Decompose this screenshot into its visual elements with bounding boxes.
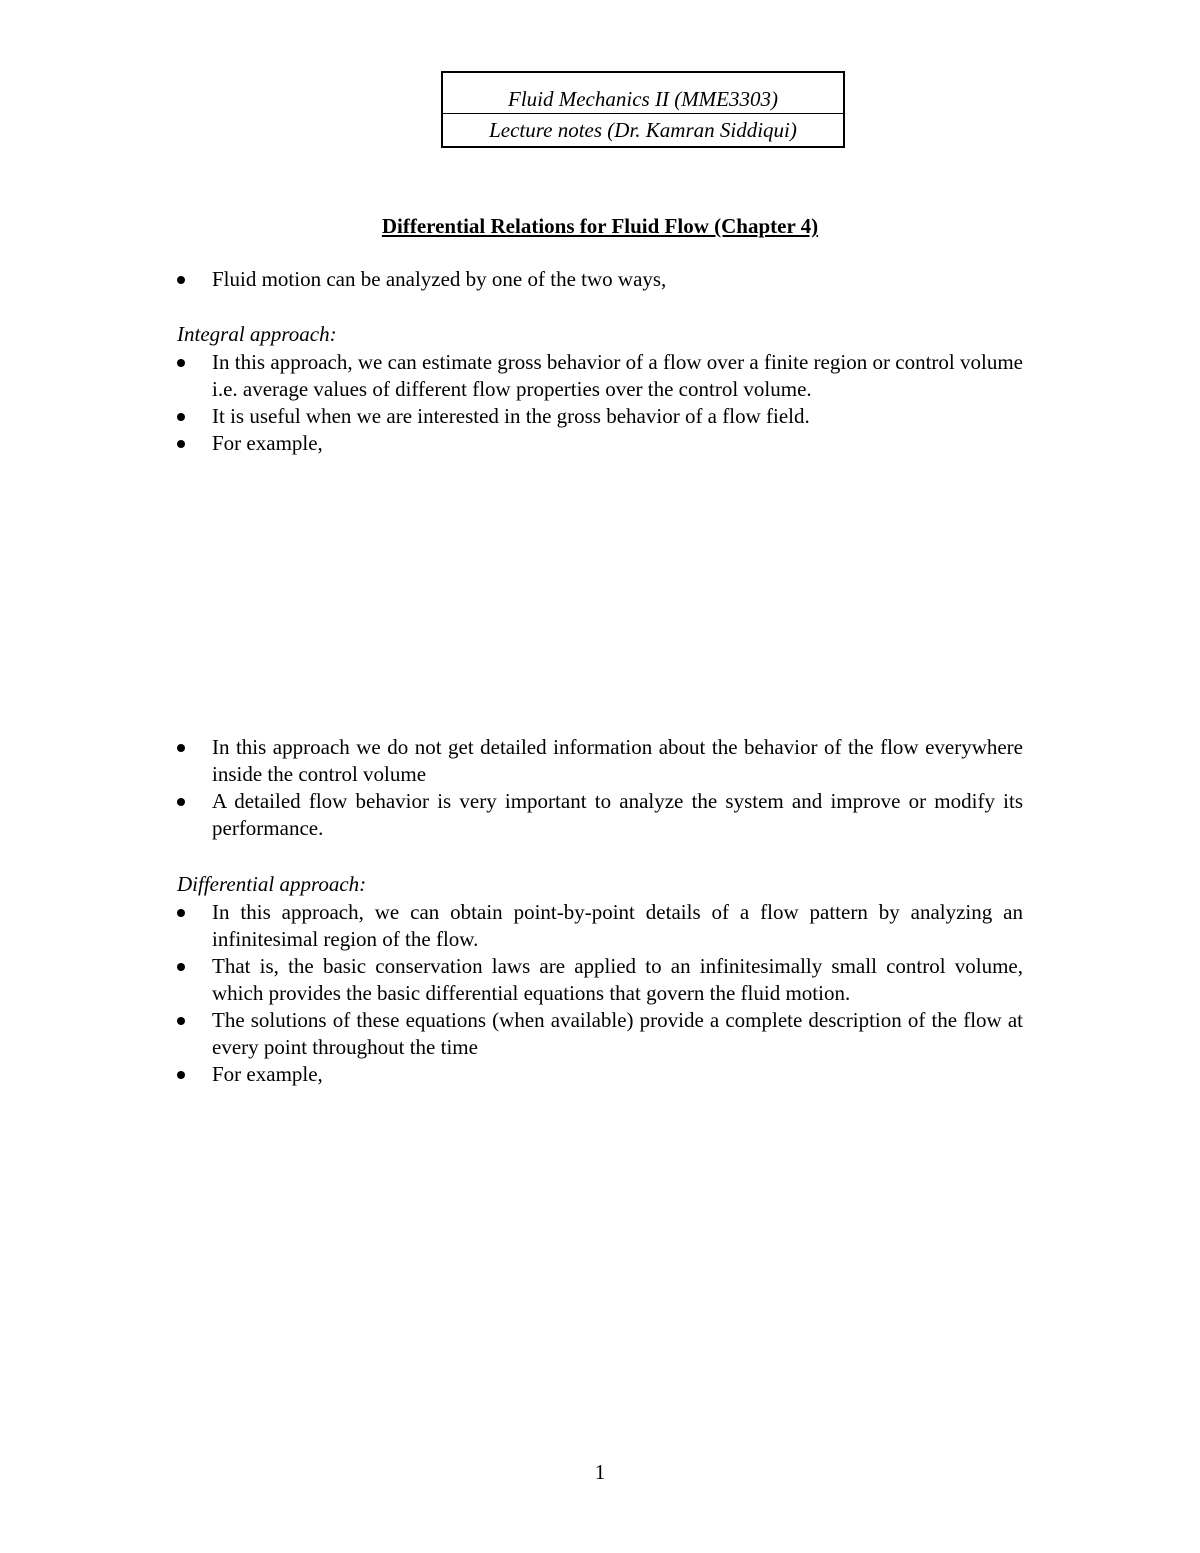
bullet-icon (177, 413, 185, 421)
list-item-text: A detailed flow behavior is very important to analyze the system and improve or modify its performance. (212, 789, 1023, 840)
bullet-icon (177, 963, 185, 971)
list-item (177, 788, 1023, 842)
list-item-text: In this approach, we can estimate gross behavior of a flow over a finite region or control volume i.e. average values of different flow properties over the control volume. (212, 350, 1023, 401)
list-item-text: That is, the basic conservation laws are applied to an infinitesimally small control volume, which provides the basic differential equations that govern the fluid motion. (212, 954, 1023, 1005)
list-item (177, 430, 1023, 457)
list-item-text: Fluid motion can be analyzed by one of the two ways, (212, 267, 667, 291)
intro-section (177, 266, 1023, 293)
list-item-text: For example, (212, 1062, 323, 1086)
bullet-icon (177, 909, 185, 917)
bullet-icon (177, 276, 185, 284)
header-box (441, 71, 845, 148)
integral-bullets-continued (177, 734, 1023, 842)
lecture-notes-author: Lecture notes (Dr. Kamran Siddiqui) (489, 118, 797, 142)
page-number: 1 (594, 1460, 606, 1484)
course-title: Fluid Mechanics II (MME3303) (508, 87, 778, 111)
integral-bullets (177, 349, 1023, 457)
list-item (177, 734, 1023, 788)
list-item (177, 403, 1023, 430)
bullet-icon (177, 1017, 185, 1025)
integral-approach-label: Integral approach: (177, 322, 337, 346)
differential-bullets (177, 899, 1023, 1088)
page-title (0, 214, 1200, 238)
list-item (177, 899, 1023, 953)
bullet-icon (177, 798, 185, 806)
list-item (177, 1007, 1023, 1061)
header-divider (443, 113, 843, 114)
page-title-text: Differential Relations for Fluid Flow (Chapter 4) (381, 214, 819, 238)
differential-approach-label: Differential approach: (177, 872, 367, 896)
bullet-icon (177, 440, 185, 448)
list-item (177, 266, 1023, 293)
list-item-text: It is useful when we are interested in the gross behavior of a flow field. (212, 404, 810, 428)
list-item-text: In this approach we do not get detailed information about the behavior of the flow everywhere inside the control volume (212, 735, 1023, 786)
list-item (177, 1061, 1023, 1088)
list-item-text: For example, (212, 431, 323, 455)
bullet-icon (177, 744, 185, 752)
list-item-text: In this approach, we can obtain point-by-point details of a flow pattern by analyzing an infinitesimal region of the flow. (212, 900, 1023, 951)
list-item-text: The solutions of these equations (when available) provide a complete description of the flow at every point throughout the time (212, 1008, 1023, 1059)
bullet-icon (177, 359, 185, 367)
bullet-icon (177, 1071, 185, 1079)
list-item (177, 349, 1023, 403)
list-item (177, 953, 1023, 1007)
